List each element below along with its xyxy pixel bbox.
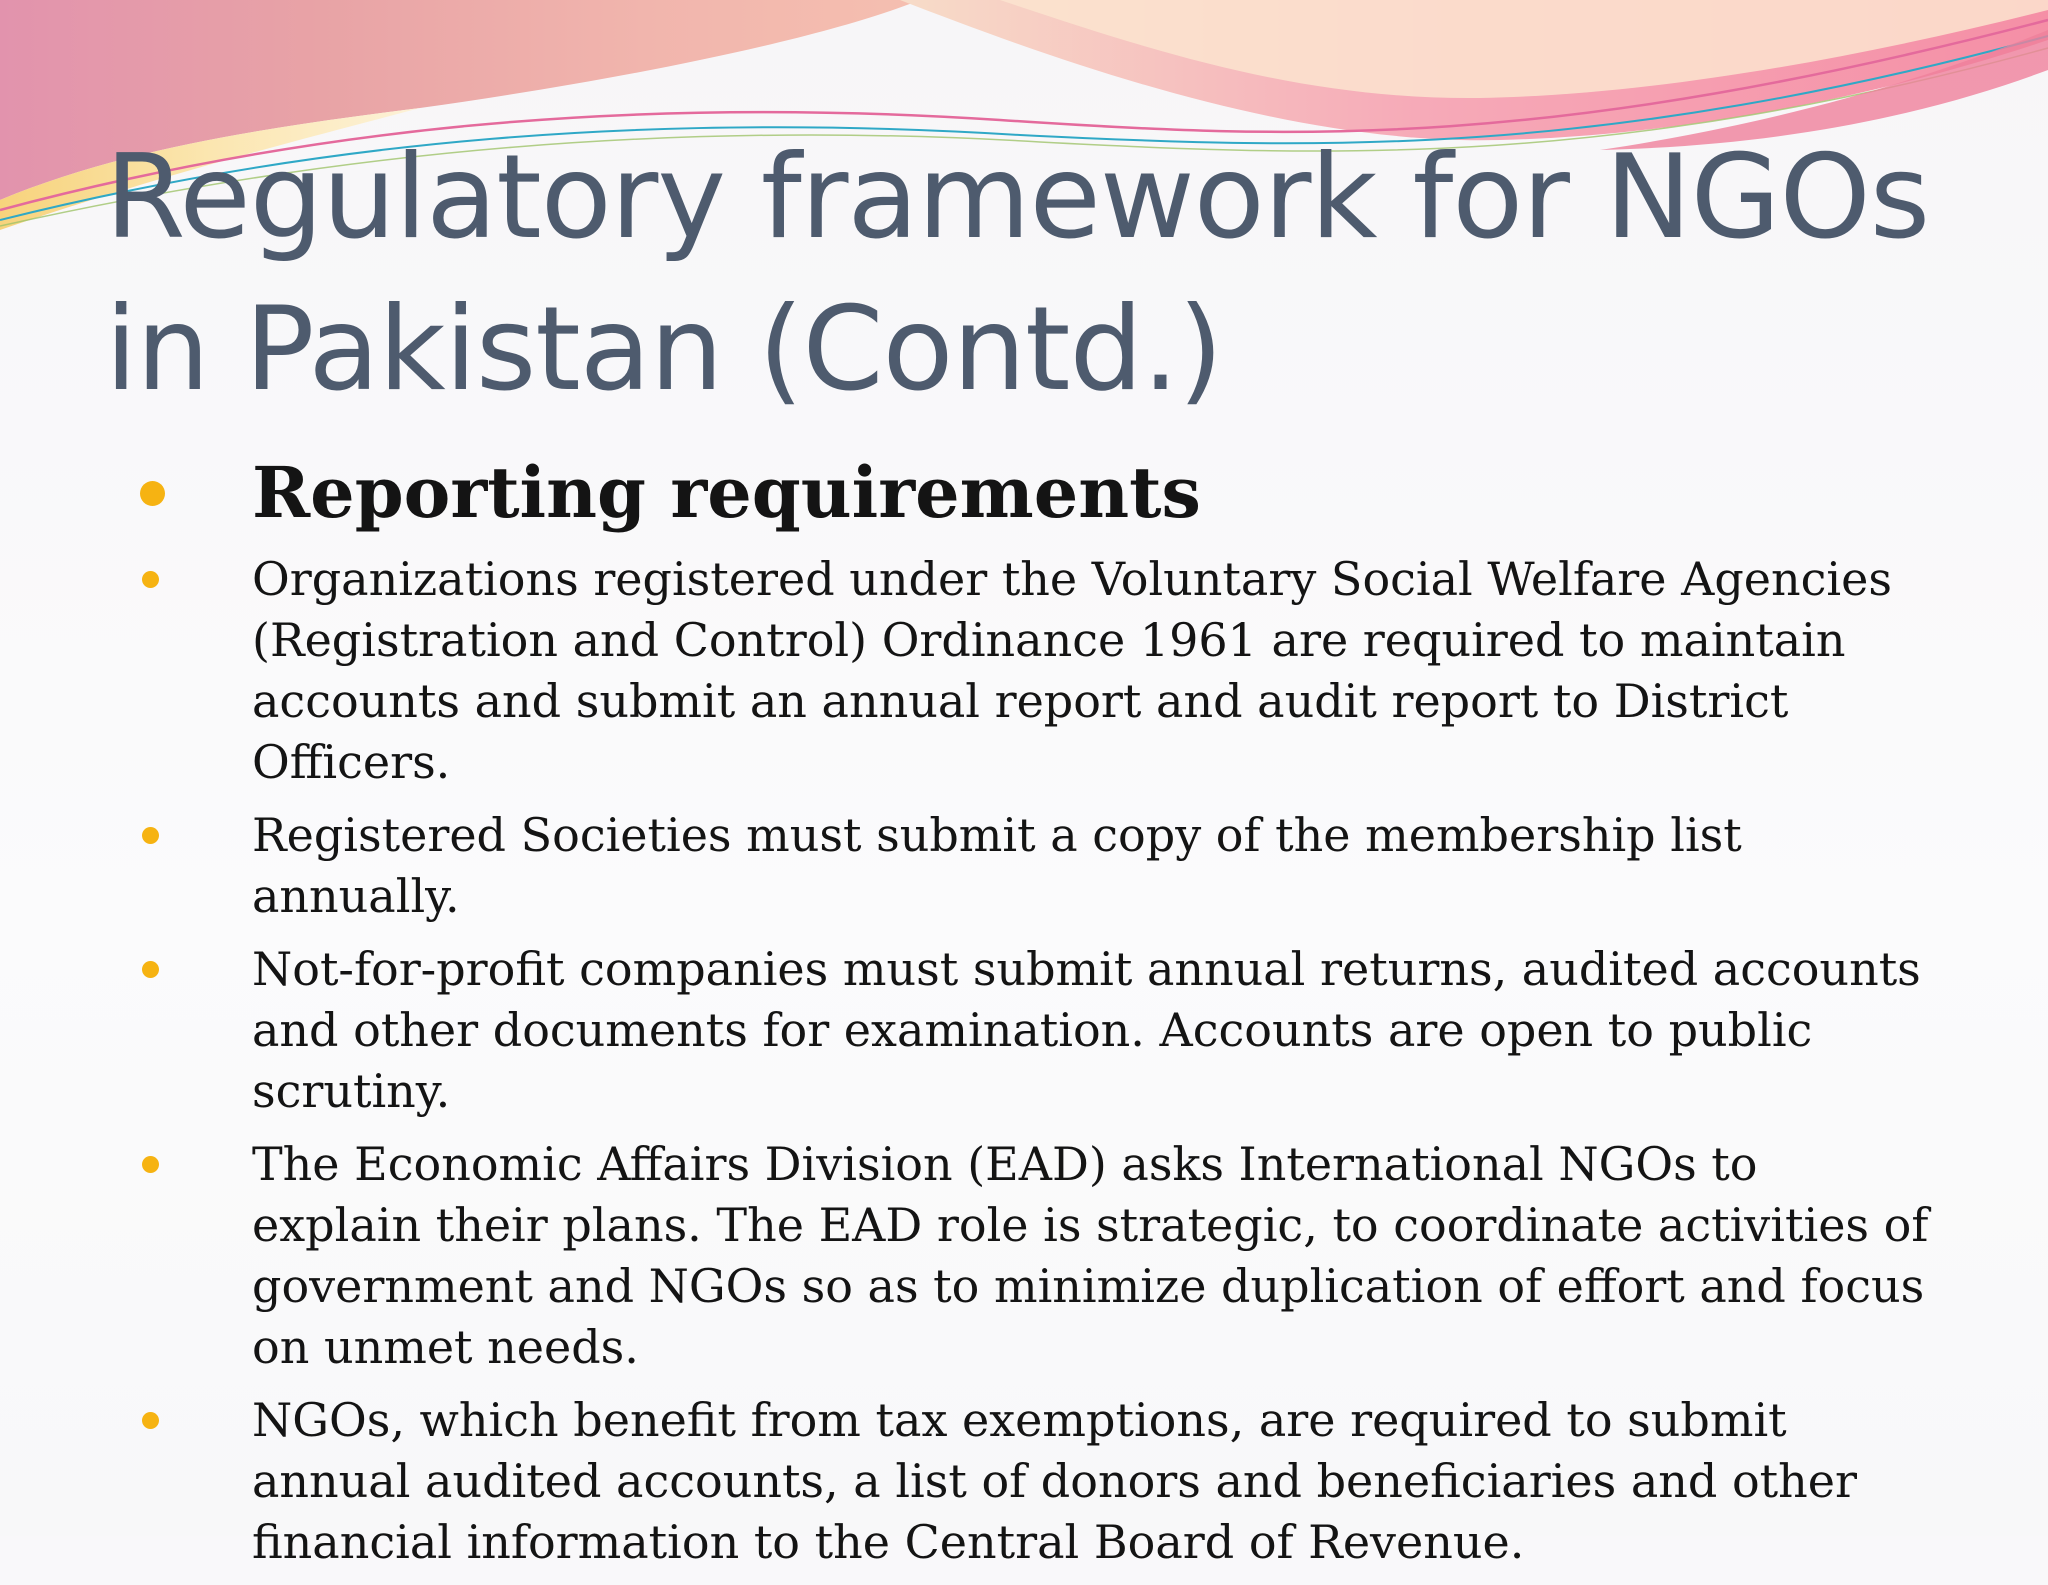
bullet-dot-icon <box>142 961 159 978</box>
bullet-list <box>140 445 1940 1585</box>
bullet-dot-icon <box>140 481 165 506</box>
list-item <box>140 805 1940 927</box>
list-item <box>140 549 1940 793</box>
bullet-text: NGOs, which benefit from tax exemptions, are required to submit annual audited accounts, a list of donors and beneficiaries and other financial information to the Central Board of Revenue. <box>252 1393 1857 1569</box>
bullet-dot-icon <box>142 827 159 844</box>
bullet-dot-icon <box>142 1412 159 1429</box>
bullet-text: Organizations registered under the Voluntary Social Welfare Agencies (Registration and Control) Ordinance 1961 are required to maintain accounts and submit an annual report and audit report to District Officers. <box>252 552 1892 789</box>
list-item <box>140 939 1940 1122</box>
bullet-text: The Economic Affairs Division (EAD) asks International NGOs to explain their plans. The EAD role is strategic, to coordinate activities of government and NGOs so as to minimize duplication of effort and focus on unmet needs. <box>252 1137 1929 1374</box>
bullet-text: Not-for-profit companies must submit annual returns, audited accounts and other documents for examination. Accounts are open to public scrutiny. <box>252 942 1921 1118</box>
list-item <box>140 1134 1940 1378</box>
bullet-dot-icon <box>142 1156 159 1173</box>
list-item-heading <box>140 445 1940 541</box>
section-heading: Reporting requirements <box>252 451 1201 534</box>
bullet-dot-icon <box>142 571 159 588</box>
bullet-text: Registered Societies must submit a copy of the membership list annually. <box>252 808 1742 923</box>
slide-title: Regulatory framework for NGOs in Pakistan (Contd.) <box>105 130 1930 417</box>
list-item <box>140 1390 1940 1573</box>
